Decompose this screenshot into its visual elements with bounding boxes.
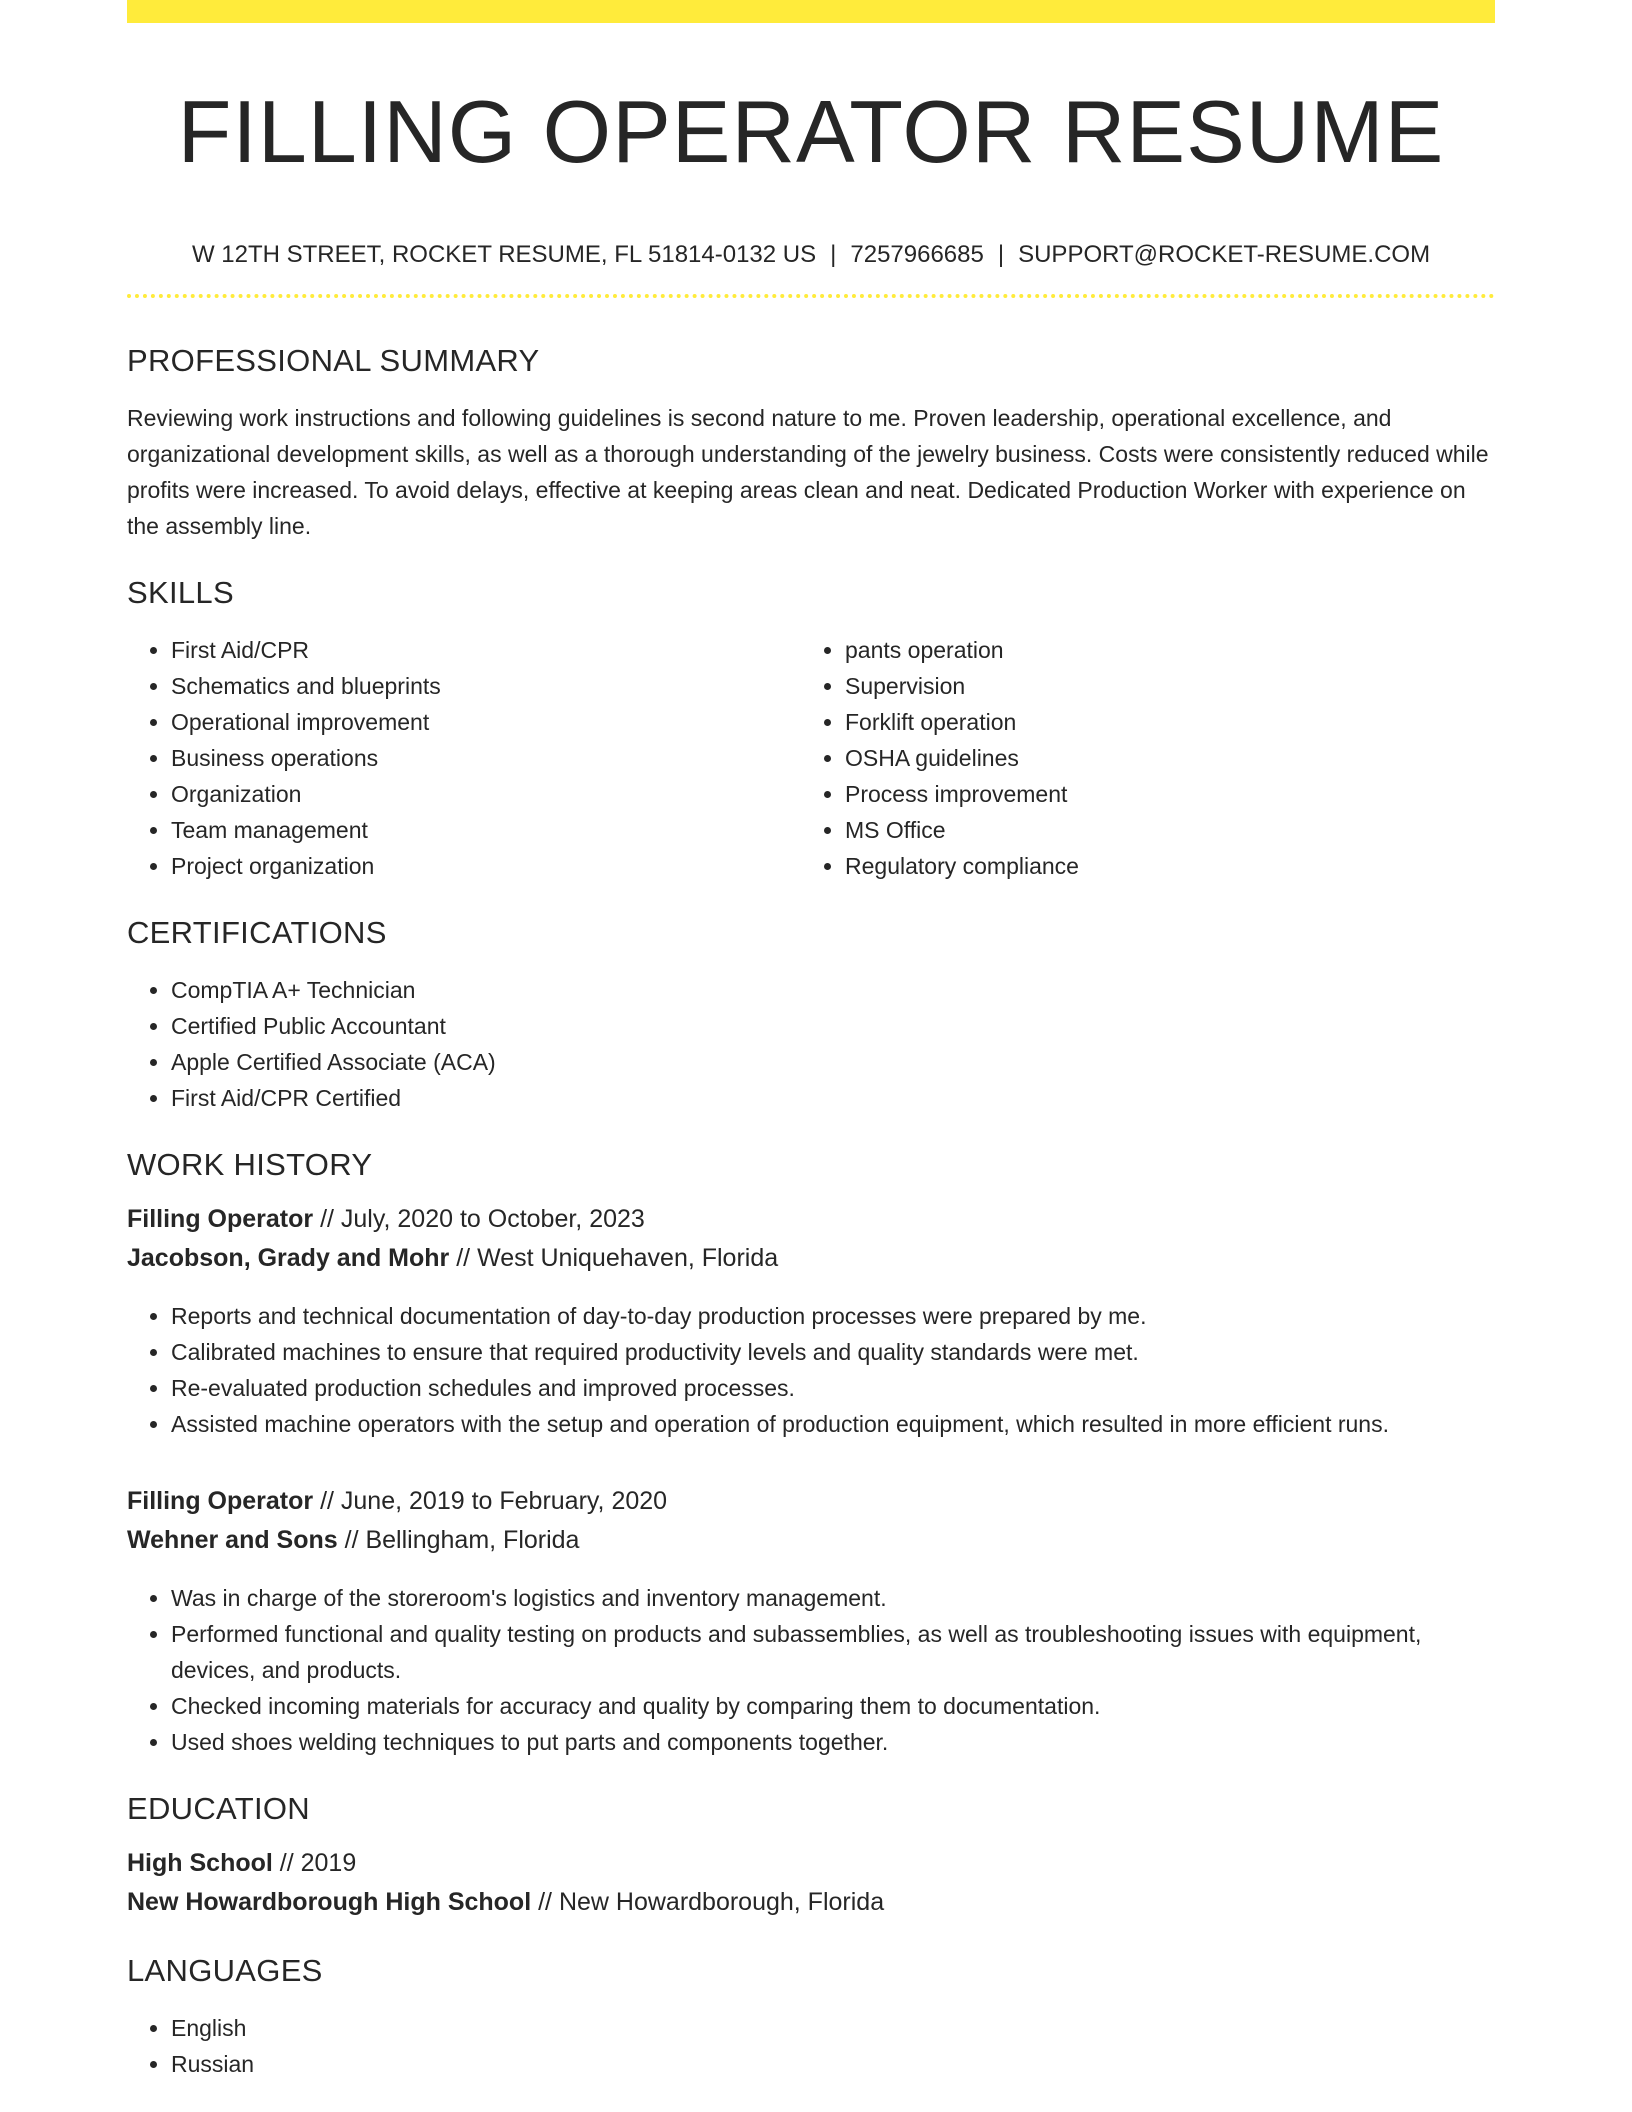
skills-list-left [127,632,801,884]
languages-section [127,1952,1495,2082]
skill-item: • Process improvement [845,776,1475,812]
job-company: Jacobson, Grady and Mohr [127,1244,450,1273]
job-location: // West Uniquehaven, Florida [449,1244,779,1273]
job-entry [127,1482,1495,1760]
skill-item: • Supervision [845,668,1475,704]
skill-item: • OSHA guidelines [845,740,1475,776]
job-company-line [127,1239,1495,1278]
education-year: // 2019 [272,1849,357,1878]
job-duties-list [127,1580,1495,1760]
certifications-heading: CERTIFICATIONS [127,915,387,951]
language-item: • English [171,2010,1495,2046]
education-degree-line [127,1844,1495,1883]
job-duty: • Assisted machine operators with the setup and operation of production equipment, which resulted in more efficient runs. [171,1406,1495,1442]
education-location: // New Howardborough, Florida [531,1888,885,1917]
skill-item: • Operational improvement [171,704,801,740]
job-duty: • Calibrated machines to ensure that required productivity levels and quality standards were met. [171,1334,1495,1370]
job-duty: • Performed functional and quality testing on products and subassemblies, as well as troubleshooting issues with equipment, devices, and products. [171,1616,1495,1688]
work-history-heading: WORK HISTORY [127,1147,373,1183]
summary-text: Reviewing work instructions and following guidelines is second nature to me. Proven leadership, operational excellence, and organizational development skills, as well as a thorough understanding of the jewelry business. Costs were consistently reduced while profits were increased. To avoid delays, effective at keeping areas clean and neat. Dedicated Production Worker with experience on the assembly line. [127,405,1489,540]
skills-columns [127,632,1495,884]
skill-item: • Schematics and blueprints [171,668,801,704]
job-role-line [127,1200,1495,1239]
work-history-section [127,1146,1495,1760]
certification-item: • First Aid/CPR Certified [171,1080,1495,1116]
job-duty: • Re-evaluated production schedules and improved processes. [171,1370,1495,1406]
phone: 7257966685 [850,241,984,269]
education-degree: High School [127,1849,273,1878]
job-role: Filling Operator [127,1487,314,1516]
job-dates: // June, 2019 to February, 2020 [313,1487,668,1516]
resume-page [127,0,1495,2082]
job-role-line [127,1482,1495,1521]
job-company: Wehner and Sons [127,1526,338,1555]
contact-separator: | [830,241,837,269]
summary-heading: PROFESSIONAL SUMMARY [127,343,540,379]
skill-item: • Project organization [171,848,801,884]
certifications-section [127,914,1495,1116]
skills-list-right [801,632,1475,884]
education-school-line [127,1883,1495,1922]
language-item: • Russian [171,2046,1495,2082]
skill-item: • MS Office [845,812,1475,848]
education-section [127,1790,1495,1922]
skill-item: • pants operation [845,632,1475,668]
skills-heading: SKILLS [127,575,234,611]
job-duty: • Was in charge of the storeroom's logistics and inventory management. [171,1580,1495,1616]
job-company-line [127,1521,1495,1560]
job-duty: • Checked incoming materials for accuracy and quality by comparing them to documentation. [171,1688,1495,1724]
education-heading: EDUCATION [127,1791,310,1827]
languages-heading: LANGUAGES [127,1953,323,1989]
address: W 12TH STREET, ROCKET RESUME, FL 51814-0132 US [191,241,817,269]
skill-item: • Regulatory compliance [845,848,1475,884]
job-location: // Bellingham, Florida [337,1526,580,1555]
certifications-list [127,972,1495,1116]
job-duty: • Used shoes welding techniques to put parts and components together. [171,1724,1495,1760]
education-school: New Howardborough High School [127,1888,532,1917]
skill-item: • Organization [171,776,801,812]
contact-line [127,240,1495,270]
certification-item: • Apple Certified Associate (ACA) [171,1044,1495,1080]
job-dates: // July, 2020 to October, 2023 [313,1205,645,1234]
certification-item: • Certified Public Accountant [171,1008,1495,1044]
skills-section [127,574,1495,884]
dotted-divider [127,294,1495,298]
skill-item: • Team management [171,812,801,848]
job-duties-list [127,1298,1495,1442]
job-role: Filling Operator [127,1205,314,1234]
languages-list [127,2010,1495,2082]
job-duty: • Reports and technical documentation of day-to-day production processes were prepared by me. [171,1298,1495,1334]
certification-item: • CompTIA A+ Technician [171,972,1495,1008]
job-entry [127,1200,1495,1442]
contact-separator: | [997,241,1005,269]
skill-item: • First Aid/CPR [171,632,801,668]
accent-bar [127,0,1495,23]
skill-item: • Business operations [171,740,801,776]
email: SUPPORT@ROCKET-RESUME.COM [1018,241,1431,269]
resume-title: FILLING OPERATOR RESUME [177,82,1445,181]
skill-item: • Forklift operation [845,704,1475,740]
